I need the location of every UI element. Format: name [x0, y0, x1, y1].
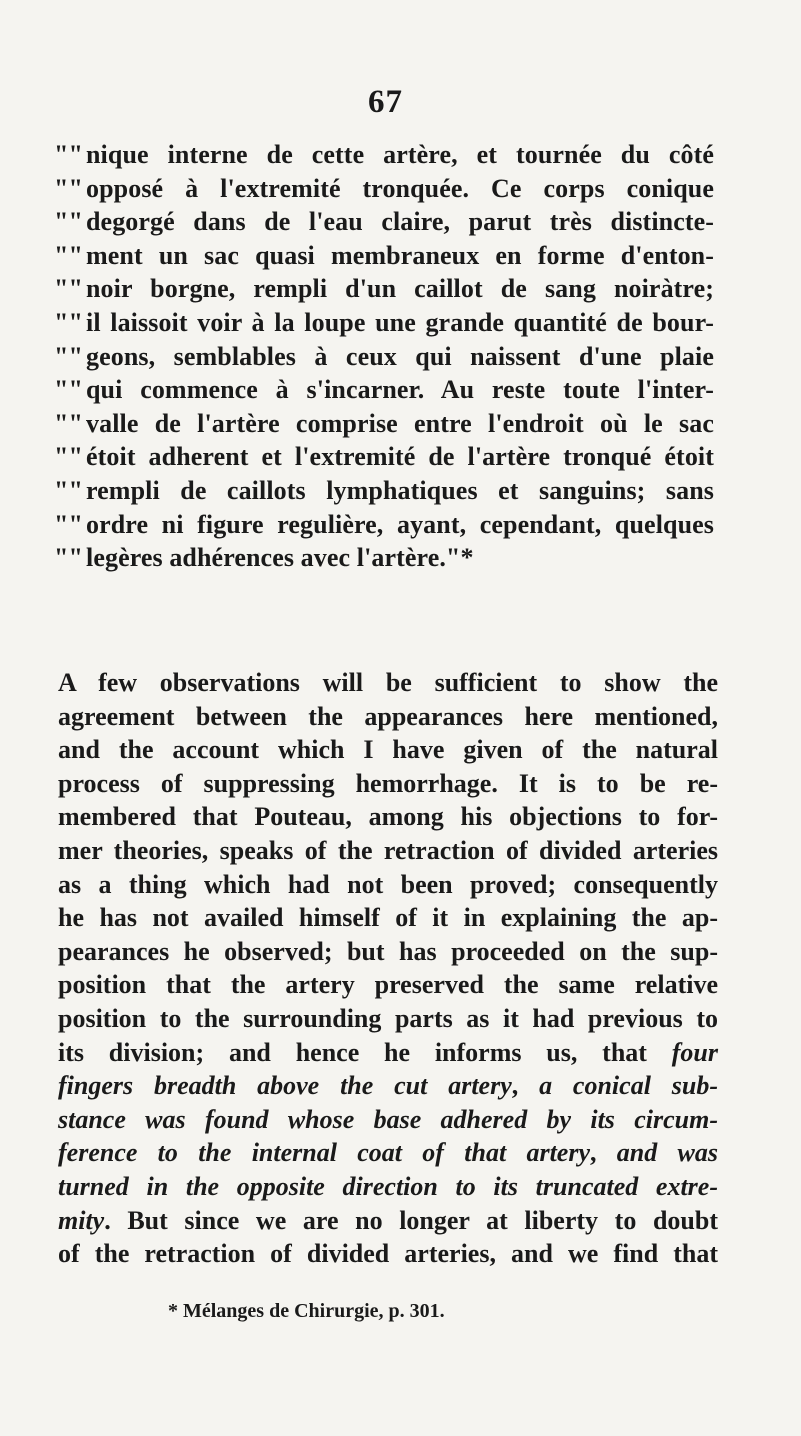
quote-line-text: qui commence à s'incarner. Au reste toute l'inter- — [86, 375, 714, 405]
body-line — [58, 1069, 718, 1103]
quote-mark: "" — [54, 408, 84, 438]
quote-line — [54, 172, 714, 206]
quote-line-text: geons, semblables à ceux qui naissent d'une plaie — [86, 341, 714, 371]
quote-line — [54, 474, 714, 508]
body-line — [58, 800, 718, 834]
quote-line-text: étoit adherent et l'extremité de l'artère tronqué étoit — [86, 442, 714, 472]
quote-line — [54, 138, 714, 172]
body-line — [58, 767, 718, 801]
quote-mark: "" — [54, 509, 84, 539]
quote-line — [54, 541, 714, 575]
quote-mark: "" — [54, 274, 84, 304]
body-text: . But since we are no longer at liberty to doubt — [104, 1205, 718, 1235]
quote-line-text: degorgé dans de l'eau claire, parut très distincte- — [86, 207, 714, 237]
quote-mark: "" — [54, 140, 84, 169]
italic-text: fingers breadth above the cut artery — [58, 1071, 512, 1101]
quote-line — [54, 306, 714, 340]
quote-mark: "" — [54, 543, 84, 573]
quote-mark: "" — [54, 375, 84, 405]
body-line — [58, 868, 718, 902]
quote-line-text: ment un sac quasi membraneux en forme d'enton- — [86, 240, 714, 270]
quote-line — [54, 205, 714, 239]
quote-line-text: il laissoit voir à la loupe une grande quantité de bour- — [86, 307, 714, 337]
body-line — [58, 1036, 718, 1070]
quote-line-text: legères adhérences avec l'artère."* — [86, 543, 474, 573]
quote-line — [54, 373, 714, 407]
body-text: as a thing which had not been proved; consequently — [58, 869, 718, 899]
body-line — [58, 1237, 718, 1271]
body-text: and the account which I have given of the natural — [58, 735, 718, 765]
body-text: process of suppressing hemorrhage. It is to be re- — [58, 768, 718, 798]
quote-line — [54, 239, 714, 273]
quote-mark: "" — [54, 240, 84, 270]
quote-line — [54, 440, 714, 474]
footnote: * Mélanges de Chirurgie, p. 301. — [168, 1300, 445, 1322]
quote-line — [54, 407, 714, 441]
page-number: 67 — [368, 84, 403, 120]
body-line — [58, 968, 718, 1002]
body-line — [58, 666, 718, 700]
quote-line-text: nique interne de cette artère, et tournée du côté — [86, 140, 714, 169]
quote-line-text: valle de l'artère comprise entre l'endroit où le sac — [86, 408, 714, 438]
french-quotation — [54, 138, 714, 575]
quote-mark: "" — [54, 341, 84, 371]
body-text: position that the artery preserved the same relative — [58, 970, 718, 1000]
quote-line-text: rempli de caillots lymphatiques et sanguins; sans — [86, 475, 714, 505]
body-line — [58, 901, 718, 935]
quote-mark: "" — [54, 307, 84, 337]
body-text: position to the surrounding parts as it had previous to — [58, 1003, 718, 1033]
body-text: he has not availed himself of it in explaining the ap- — [58, 903, 718, 933]
italic-text: mity — [58, 1205, 105, 1235]
italic-text: stance was found whose base adhered by its circum- — [58, 1104, 718, 1134]
body-text: A few observations will be sufficient to show the — [58, 668, 718, 697]
body-text: of the retraction of divided arteries, and we find that — [58, 1239, 718, 1269]
quote-line — [54, 272, 714, 306]
quote-line — [54, 340, 714, 374]
body-line — [58, 700, 718, 734]
body-text: mer theories, speaks of the retraction of divided arteries — [58, 835, 718, 865]
italic-text: four — [671, 1037, 718, 1067]
body-text: its division; and hence he informs us, that — [58, 1037, 672, 1067]
body-line — [58, 935, 718, 969]
body-line — [58, 733, 718, 767]
italic-text: a conical sub- — [539, 1071, 719, 1101]
quote-mark: "" — [54, 173, 84, 203]
quote-line-text: ordre ni figure regulière, ayant, cependant, quelques — [86, 509, 714, 539]
italic-text: ference to the internal coat of that artery — [58, 1138, 590, 1168]
quote-mark: "" — [54, 475, 84, 505]
quote-line — [54, 508, 714, 542]
italic-text: turned in the opposite direction to its truncated extre- — [58, 1171, 718, 1201]
quote-line-text: opposé à l'extremité tronquée. Ce corps conique — [86, 173, 714, 203]
body-line — [58, 834, 718, 868]
quote-line-text: noir borgne, rempli d'un caillot de sang noiràtre; — [86, 274, 714, 304]
quote-mark: "" — [54, 442, 84, 472]
body-text: agreement between the appearances here mentioned, — [58, 701, 718, 731]
body-paragraph — [58, 666, 718, 1271]
body-text: , — [511, 1071, 540, 1101]
body-line — [58, 1204, 718, 1238]
body-text: , — [590, 1138, 617, 1168]
body-text: membered that Pouteau, among his objections to for- — [58, 802, 718, 832]
quote-mark: "" — [54, 207, 84, 237]
body-line — [58, 1103, 718, 1137]
italic-text: and was — [616, 1138, 719, 1168]
body-line — [58, 1002, 718, 1036]
body-line — [58, 1136, 718, 1170]
body-text: pearances he observed; but has proceeded on the sup- — [58, 936, 718, 966]
body-line — [58, 1170, 718, 1204]
